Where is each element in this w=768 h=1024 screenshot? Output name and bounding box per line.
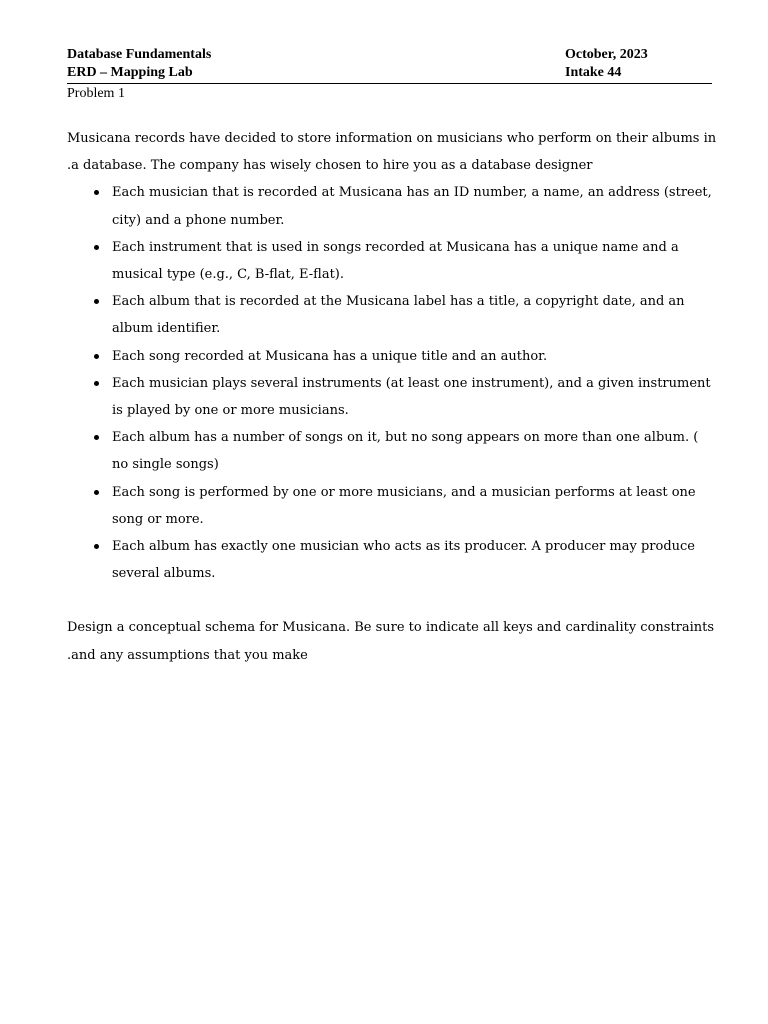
bullet-icon: [94, 190, 99, 195]
requirement-text: Each album has a number of songs on it, but no song appears on more than one album. ( no single songs): [112, 430, 699, 473]
task-paragraph: [67, 614, 717, 668]
header-row-2: [67, 64, 712, 82]
list-item: [67, 179, 717, 233]
bullet-icon: [94, 435, 99, 440]
requirement-text: Each musician that is recorded at Musicana has an ID number, a name, an address (street, city) and a phone number.: [112, 185, 712, 228]
course-title: Database Fundamentals: [67, 47, 212, 62]
bullet-icon: [94, 354, 99, 359]
task-line-2: .and any assumptions that you make: [67, 647, 308, 663]
requirement-text: Each song recorded at Musicana has a unique title and an author.: [112, 348, 548, 364]
document-header: [67, 46, 712, 82]
intake-label: Intake 44: [565, 65, 622, 80]
document-body: [67, 125, 717, 669]
bullet-icon: [94, 544, 99, 549]
requirement-text: Each instrument that is used in songs recorded at Musicana has a unique name and a musical type (e.g., C, B-flat, E-flat).: [112, 239, 679, 283]
bullet-icon: [94, 490, 99, 495]
bullet-icon: [94, 299, 99, 304]
requirements-list: [67, 179, 717, 587]
intro-line-1: Musicana records have decided to store information on musicians who perform on their albums in: [67, 131, 717, 146]
list-item: [67, 479, 717, 533]
bullet-icon: [94, 381, 99, 386]
intro-paragraph: [67, 125, 717, 179]
list-item: [67, 370, 717, 424]
requirement-text: Each album has exactly one musician who acts as its producer. A producer may produce several albums.: [112, 539, 696, 582]
header-divider: [67, 83, 712, 84]
problem-label: Problem 1: [67, 86, 125, 101]
bullet-icon: [94, 245, 99, 250]
requirement-text: Each song is performed by one or more musicians, and a musician performs at least one song or more.: [112, 484, 696, 527]
header-row-1: [67, 46, 712, 64]
list-item: [67, 288, 717, 342]
requirement-text: Each musician plays several instruments (at least one instrument), and a given instrument is played by one or more musicians.: [112, 375, 711, 419]
intro-line-2: .a database. The company has wisely chosen to hire you as a database designer: [67, 158, 593, 174]
list-item: [67, 533, 717, 587]
list-item: [67, 234, 717, 288]
list-item: [67, 343, 717, 370]
header-date: October, 2023: [565, 47, 648, 62]
task-line-1: Design a conceptual schema for Musicana. Be sure to indicate all keys and cardinality constraints: [67, 620, 715, 636]
paragraph-spacer: [67, 587, 717, 614]
lab-title: ERD – Mapping Lab: [67, 65, 193, 80]
list-item: [67, 424, 717, 478]
requirement-text: Each album that is recorded at the Musicana label has a title, a copyright date, and an album identifier.: [112, 294, 685, 337]
